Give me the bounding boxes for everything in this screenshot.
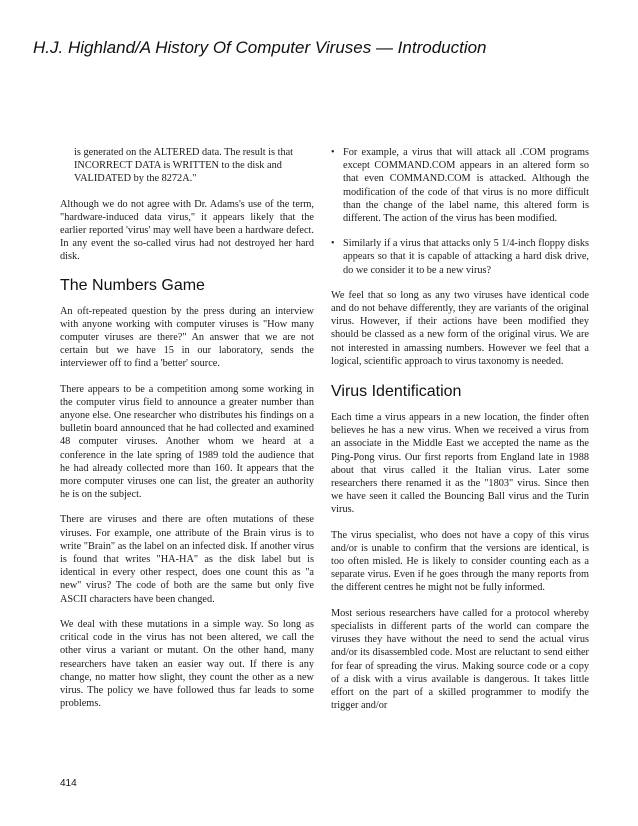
paragraph: We deal with these mutations in a simple way. So long as critical code in the virus has not been altered, we call the other virus a variant or mutant. On the other hand, many researchers have taken an easier way out. If there is any change, no matter how slight, they count the other as a new virus. The policy we have followed thus far leads to some problems. [60,618,314,710]
paragraph: The virus specialist, who does not have a copy of this virus and/or is unable to confirm that the versions are identical, is too often misled. He is likely to consider counting each as a separate virus. Even if he goes through the many reports from the different centres he might not be fully informed. [331,529,589,594]
running-head: H.J. Highland/A History Of Computer Viruses — Introduction [33,38,487,57]
paragraph: Although we do not agree with Dr. Adams's use of the term, "hardware-induced data virus," it appears likely that the earlier reported 'virus' may well have been a hardware defect. In any event the so-called virus had not destroyed her hard disk. [60,198,314,263]
section-heading-virus-identification: Virus Identification [331,383,462,401]
paragraph: Most serious researchers have called for a protocol whereby specialists in different parts of the world can compare the viruses they have without the need to send the actual virus and/or its disassembled code. Most are reluctant to send either for fear of spreading the virus. Making source code or a copy of a disk with a virus available is dangerous. It takes little effort on the part of a skilled programmer to modify the trigger and/or [331,607,589,712]
paragraph: Each time a virus appears in a new location, the finder often believes he has a new virus. When we received a virus from an associate in the Middle East we accepted the name as the Ping-Pong virus. Our first reports from England late in 1988 about that virus called it the Italian virus. Later some researchers there renamed it as the "1803" virus. Since then we have seen it called the Bouncing Ball virus and the Turin virus. [331,412,589,516]
paragraph: We feel that so long as any two viruses have identical code and do not behave differently, they are variants of the original virus. However, if their actions have been modified they should be classed as a new form of the original virus. We are not interested in amassing numbers. However we feel that a logical, scientific approach to virus taxonomy is needed. [331,289,589,367]
right-column [331,146,589,724]
bullet-item [331,146,589,225]
continuation-paragraph: is generated on the ALTERED data. The result is that INCORRECT DATA is WRITTEN to the disk and VALIDATED by the 8272A." [74,147,294,185]
paragraph: An oft-repeated question by the press during an interview with anyone working with computer viruses is "How many computer viruses are there?" An answer that we are not certain but we have 15 in our laboratory, sends the interviewer off to find a 'better' source. [60,305,314,370]
left-column [60,146,314,722]
bullet-icon: • [331,147,335,158]
paragraph: There are viruses and there are often mutations of these viruses. For example, one attribute of the Brain virus is to write "Brain" as the label on an infected disk. If another virus is found that writes "HA-HA" as the disk label but is identical in every other respect, does one count this as "a new" virus? The code of both are the same but only five ASCII characters have been changed. [60,514,314,605]
bullet-item [331,237,589,277]
paragraph: There appears to be a competition among some working in the computer virus field to announce a greater number than anyone else. One researcher who distributes his findings on a bulletin board announced that he had collected and examined 48 computer viruses. Another whom we heard at a conference in the late spring of 1989 told the audience that he had already collected more than 160. It appears that the more computer viruses one can list, the greater an authority he is on the subject. [60,383,314,501]
bullet-icon: • [331,238,335,250]
bullet-text: Similarly if a virus that attacks only 5 1/4-inch floppy disks appears so that it is capable of attacking a hard disk drive, do we consider it to be a new virus? [343,238,589,276]
page-number: 414 [60,778,77,789]
section-heading-numbers-game: The Numbers Game [60,276,205,294]
bullet-text: For example, a virus that will attack all .COM programs except COMMAND.COM appears in an altered form so that even COMMAND.COM is attacked. Although the modification of the code of that virus is no more difficult than the change of the label name, this altered form is different. The action of the virus has been modified. [343,147,589,225]
